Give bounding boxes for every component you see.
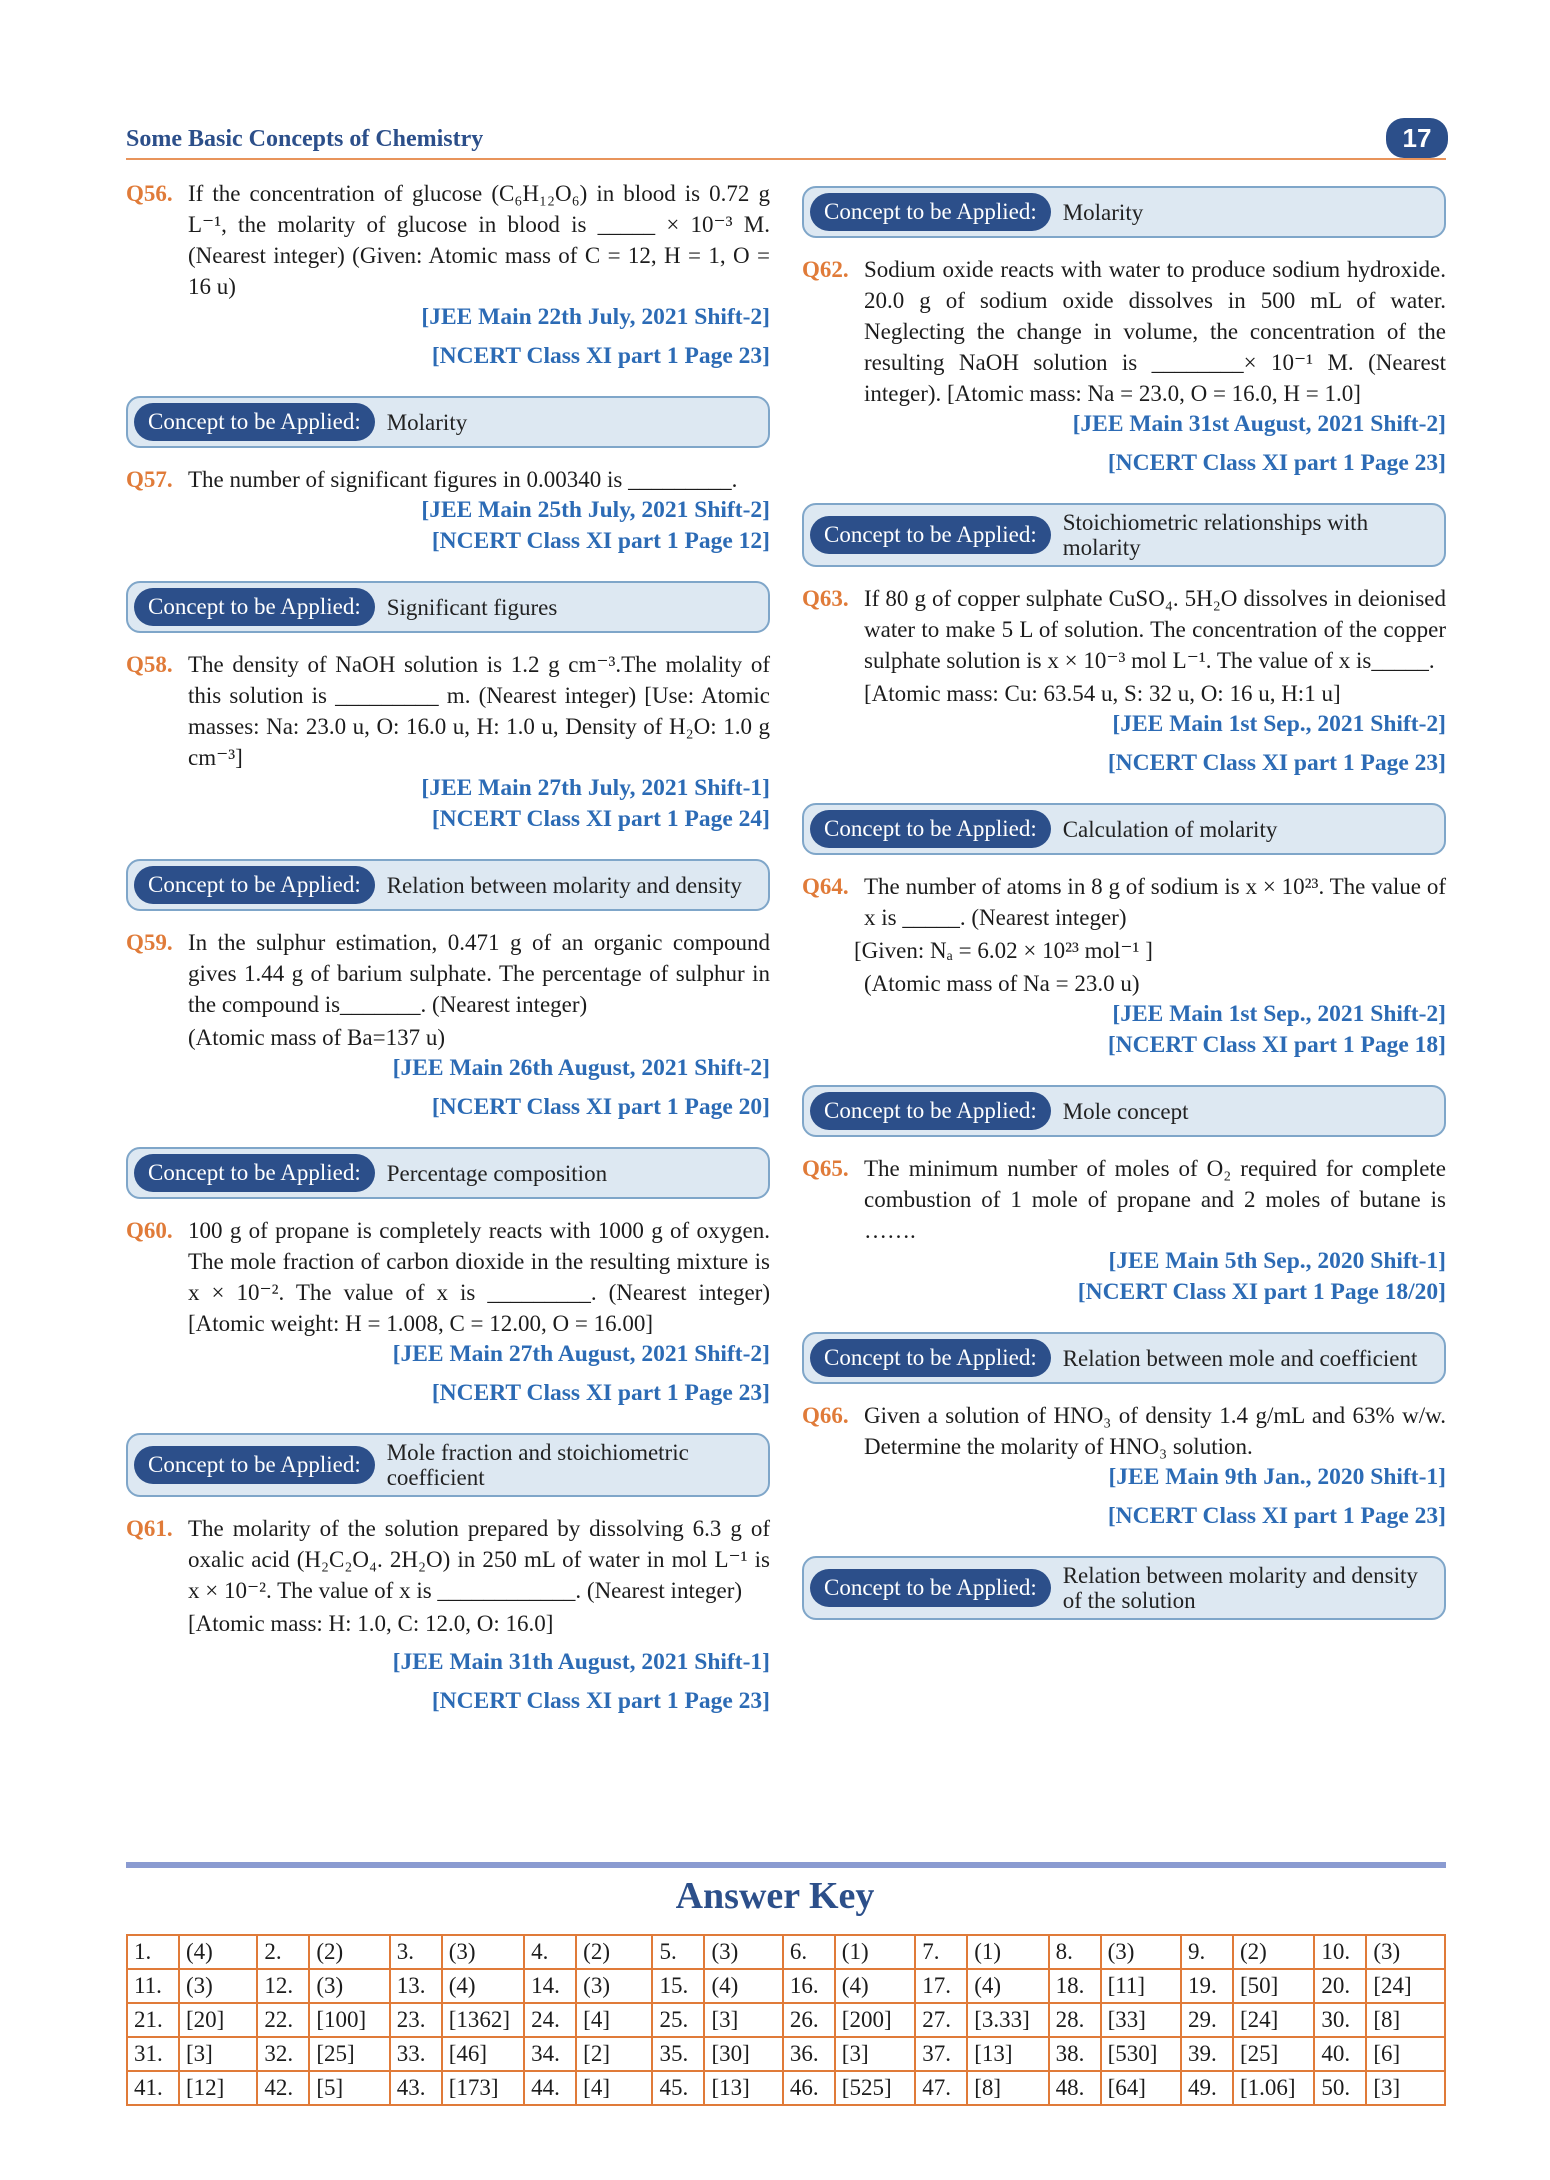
answer-question-number: 16. bbox=[783, 1969, 835, 2003]
answer-question-number: 32. bbox=[257, 2037, 309, 2071]
question-number: Q60. bbox=[126, 1218, 173, 1243]
concept-box bbox=[126, 396, 770, 448]
ncert-reference: [NCERT Class XI part 1 Page 18/20] bbox=[1077, 1279, 1446, 1305]
question-66 bbox=[802, 1400, 1446, 1462]
answer-question-number: 5. bbox=[652, 1935, 704, 1969]
concept-box bbox=[126, 1433, 770, 1497]
question-text: The minimum number of moles of O₂ required for complete combustion of 1 mole of propane and 2 moles of butane is ……. bbox=[864, 1156, 1446, 1243]
ncert-reference: [NCERT Class XI part 1 Page 12] bbox=[431, 528, 770, 554]
answer-question-number: 44. bbox=[524, 2071, 576, 2105]
answer-value: (1) bbox=[967, 1935, 1048, 1969]
question-61 bbox=[126, 1513, 770, 1606]
ncert-reference: [NCERT Class XI part 1 Page 23] bbox=[1107, 1503, 1446, 1529]
answer-question-number: 34. bbox=[524, 2037, 576, 2071]
answer-question-number: 46. bbox=[783, 2071, 835, 2105]
answer-value: [5] bbox=[309, 2071, 389, 2105]
question-text: Given a solution of HNO₃ of density 1.4 g/mL and 63% w/w. Determine the molarity of HNO₃ solution. bbox=[864, 1403, 1446, 1459]
answer-value: [64] bbox=[1101, 2071, 1181, 2105]
concept-label: Concept to be Applied: bbox=[810, 1092, 1051, 1130]
answer-question-number: 3. bbox=[390, 1935, 442, 1969]
right-column bbox=[802, 178, 1446, 1636]
ncert-reference: [NCERT Class XI part 1 Page 23] bbox=[431, 1380, 770, 1406]
answer-question-number: 42. bbox=[257, 2071, 309, 2105]
answer-value: [12] bbox=[179, 2071, 257, 2105]
answer-question-number: 18. bbox=[1049, 1969, 1101, 2003]
answer-question-number: 37. bbox=[915, 2037, 967, 2071]
answer-value: (3) bbox=[179, 1969, 257, 2003]
answer-value: (2) bbox=[309, 1935, 389, 1969]
ncert-reference: [NCERT Class XI part 1 Page 23] bbox=[1107, 450, 1446, 476]
answer-value: [33] bbox=[1101, 2003, 1181, 2037]
answer-question-number: 15. bbox=[652, 1969, 704, 2003]
answer-question-number: 27. bbox=[915, 2003, 967, 2037]
ncert-reference: [NCERT Class XI part 1 Page 23] bbox=[431, 343, 770, 369]
answer-value: [46] bbox=[442, 2037, 524, 2071]
answer-value: [2] bbox=[576, 2037, 652, 2071]
answer-question-number: 45. bbox=[652, 2071, 704, 2105]
concept-box bbox=[126, 1147, 770, 1199]
concept-label: Concept to be Applied: bbox=[810, 810, 1051, 848]
concept-box bbox=[802, 803, 1446, 855]
question-number: Q59. bbox=[126, 930, 173, 955]
answer-value: [30] bbox=[704, 2037, 782, 2071]
answer-question-number: 19. bbox=[1181, 1969, 1233, 2003]
concept-label: Concept to be Applied: bbox=[810, 1339, 1051, 1377]
exam-reference: [JEE Main 31st August, 2021 Shift-2] bbox=[1072, 411, 1446, 437]
answer-question-number: 22. bbox=[257, 2003, 309, 2037]
exam-reference: [JEE Main 22th July, 2021 Shift-2] bbox=[421, 304, 770, 330]
question-number: Q62. bbox=[802, 257, 849, 282]
answer-value: (3) bbox=[1366, 1935, 1445, 1969]
answer-question-number: 39. bbox=[1181, 2037, 1233, 2071]
question-64 bbox=[802, 871, 1446, 933]
answer-question-number: 21. bbox=[127, 2003, 179, 2037]
answer-value: [50] bbox=[1233, 1969, 1314, 2003]
concept-text: Molarity bbox=[1062, 199, 1144, 225]
answer-value: (4) bbox=[704, 1969, 782, 2003]
question-text: If the concentration of glucose (C₆H₁₂O₆) in blood is 0.72 g L⁻¹, the molarity of glucose in blood is _____ × 10⁻³ M. (Nearest integer) (Given: Atomic mass of C = 12, H = 1, O = 16 u) bbox=[188, 181, 770, 299]
concept-label: Concept to be Applied: bbox=[134, 1154, 375, 1192]
answer-value: (3) bbox=[309, 1969, 389, 2003]
concept-label: Concept to be Applied: bbox=[134, 588, 375, 626]
concept-label: Concept to be Applied: bbox=[810, 516, 1051, 554]
concept-text: Mole concept bbox=[1062, 1098, 1189, 1124]
exam-reference: [JEE Main 27th July, 2021 Shift-1] bbox=[421, 775, 770, 801]
answer-value: [11] bbox=[1101, 1969, 1181, 2003]
answer-question-number: 20. bbox=[1314, 1969, 1366, 2003]
concept-text: Stoichiometric relationships with molarity bbox=[1062, 510, 1369, 560]
concept-box bbox=[802, 1332, 1446, 1384]
question-text: The density of NaOH solution is 1.2 g cm⁻³.The molality of this solution is _________ m. (Nearest integer) [Use: Atomic masses: Na: 23.0 u, O: 16.0 u, H: 1.0 u, Density of H₂O: 1.0 g cm⁻³] bbox=[188, 652, 770, 770]
answer-question-number: 49. bbox=[1181, 2071, 1233, 2105]
answer-value: [13] bbox=[967, 2037, 1048, 2071]
left-column bbox=[126, 178, 770, 1717]
question-number: Q58. bbox=[126, 652, 173, 677]
question-note: [Atomic mass: H: 1.0, C: 12.0, O: 16.0] bbox=[188, 1611, 554, 1636]
question-59 bbox=[126, 927, 770, 1020]
question-note: (Atomic mass of Ba=137 u) bbox=[188, 1025, 445, 1050]
answer-question-number: 50. bbox=[1314, 2071, 1366, 2105]
concept-label: Concept to be Applied: bbox=[810, 193, 1051, 231]
answer-value: [24] bbox=[1233, 2003, 1314, 2037]
answer-value: (4) bbox=[442, 1969, 524, 2003]
answer-value: [530] bbox=[1101, 2037, 1181, 2071]
answer-question-number: 47. bbox=[915, 2071, 967, 2105]
concept-text: Mole fraction and stoichiometric coefficient bbox=[386, 1440, 689, 1490]
answer-question-number: 41. bbox=[127, 2071, 179, 2105]
exam-reference: [JEE Main 1st Sep., 2021 Shift-2] bbox=[1112, 711, 1446, 737]
exam-reference: [JEE Main 31th August, 2021 Shift-1] bbox=[392, 1649, 770, 1675]
question-text: Sodium oxide reacts with water to produce sodium hydroxide. 20.0 g of sodium oxide dissolves in 500 mL of water. Neglecting the change in volume, the concentration of the resulting NaOH solution is ________× 10⁻¹ M. (Nearest integer). [Atomic mass: Na = 23.0, O = 16.0, H = 1.0] bbox=[864, 257, 1446, 406]
answer-question-number: 14. bbox=[524, 1969, 576, 2003]
question-text: The number of significant figures in 0.00340 is _________. bbox=[188, 467, 738, 492]
answer-value: [1.06] bbox=[1233, 2071, 1314, 2105]
ncert-reference: [NCERT Class XI part 1 Page 23] bbox=[1107, 750, 1446, 776]
answer-question-number: 1. bbox=[127, 1935, 179, 1969]
question-62 bbox=[802, 254, 1446, 409]
ncert-reference: [NCERT Class XI part 1 Page 23] bbox=[431, 1688, 770, 1714]
question-text: The molarity of the solution prepared by dissolving 6.3 g of oxalic acid (H₂C₂O₄. 2H₂O) in 250 mL of water in mol L⁻¹ is x × 10⁻². The value of x is ____________. (Nearest integer) bbox=[188, 1516, 770, 1603]
concept-box bbox=[802, 503, 1446, 567]
answer-value: (4) bbox=[179, 1935, 257, 1969]
answer-value: (3) bbox=[442, 1935, 524, 1969]
question-note: [Given: Nₐ = 6.02 × 10²³ mol⁻¹ ] bbox=[854, 938, 1153, 963]
answer-value: [6] bbox=[1366, 2037, 1445, 2071]
answer-question-number: 26. bbox=[783, 2003, 835, 2037]
concept-label: Concept to be Applied: bbox=[810, 1569, 1051, 1607]
question-text: 100 g of propane is completely reacts with 1000 g of oxygen. The mole fraction of carbon dioxide in the resulting mixture is x × 10⁻². The value of x is _________. (Nearest integer) [Atomic weight: H = 1.008, C = 12.00, O = 16.00] bbox=[188, 1218, 770, 1336]
exam-reference: [JEE Main 25th July, 2021 Shift-2] bbox=[421, 497, 770, 523]
question-text: In the sulphur estimation, 0.471 g of an organic compound gives 1.44 g of barium sulphate. The percentage of sulphur in the compound is_______. (Nearest integer) bbox=[188, 930, 770, 1017]
concept-box bbox=[126, 581, 770, 633]
ncert-reference: [NCERT Class XI part 1 Page 20] bbox=[431, 1094, 770, 1120]
question-text: If 80 g of copper sulphate CuSO₄. 5H₂O dissolves in deionised water to make 5 L of solution. The concentration of the copper sulphate solution is x × 10⁻³ mol L⁻¹. The value of x is_____. bbox=[864, 586, 1446, 673]
answer-value: [173] bbox=[442, 2071, 524, 2105]
answer-question-number: 30. bbox=[1314, 2003, 1366, 2037]
answer-question-number: 38. bbox=[1049, 2037, 1101, 2071]
question-number: Q64. bbox=[802, 874, 849, 899]
concept-text: Significant figures bbox=[386, 594, 558, 620]
answer-key-title: Answer Key bbox=[675, 1875, 875, 1917]
page-header-title: Some Basic Concepts of Chemistry bbox=[126, 126, 484, 152]
answer-value: [13] bbox=[704, 2071, 782, 2105]
answer-question-number: 24. bbox=[524, 2003, 576, 2037]
concept-text: Relation between molarity and density bbox=[386, 872, 742, 898]
answer-question-number: 36. bbox=[783, 2037, 835, 2071]
answer-value: [25] bbox=[1233, 2037, 1314, 2071]
answer-question-number: 33. bbox=[390, 2037, 442, 2071]
answer-value: [4] bbox=[576, 2071, 652, 2105]
concept-text: Molarity bbox=[386, 409, 468, 435]
concept-label: Concept to be Applied: bbox=[134, 403, 375, 441]
answer-question-number: 43. bbox=[390, 2071, 442, 2105]
exam-reference: [JEE Main 1st Sep., 2021 Shift-2] bbox=[1112, 1001, 1446, 1027]
ncert-reference: [NCERT Class XI part 1 Page 18] bbox=[1107, 1032, 1446, 1058]
answer-question-number: 29. bbox=[1181, 2003, 1233, 2037]
answer-value: [3] bbox=[179, 2037, 257, 2071]
answer-value: (4) bbox=[835, 1969, 915, 2003]
answer-value: [4] bbox=[576, 2003, 652, 2037]
question-57 bbox=[126, 464, 770, 495]
answer-value: (3) bbox=[576, 1969, 652, 2003]
answer-question-number: 8. bbox=[1049, 1935, 1101, 1969]
answer-value: (2) bbox=[576, 1935, 652, 1969]
answer-question-number: 35. bbox=[652, 2037, 704, 2071]
answer-value: [3] bbox=[835, 2037, 915, 2071]
concept-box bbox=[802, 186, 1446, 238]
question-note: (Atomic mass of Na = 23.0 u) bbox=[864, 971, 1140, 996]
answer-question-number: 17. bbox=[915, 1969, 967, 2003]
answer-value: [24] bbox=[1366, 1969, 1445, 2003]
page-number-badge: 17 bbox=[1386, 118, 1448, 158]
question-number: Q65. bbox=[802, 1156, 849, 1181]
answer-value: (1) bbox=[835, 1935, 915, 1969]
answer-question-number: 28. bbox=[1049, 2003, 1101, 2037]
answer-question-number: 13. bbox=[390, 1969, 442, 2003]
answer-value: [525] bbox=[835, 2071, 915, 2105]
question-note: [Atomic mass: Cu: 63.54 u, S: 32 u, O: 16 u, H:1 u] bbox=[864, 681, 1341, 706]
concept-label: Concept to be Applied: bbox=[134, 1446, 375, 1484]
answer-question-number: 31. bbox=[127, 2037, 179, 2071]
answer-question-number: 2. bbox=[257, 1935, 309, 1969]
answer-key-divider bbox=[126, 1862, 1446, 1868]
answer-question-number: 12. bbox=[257, 1969, 309, 2003]
concept-box bbox=[126, 859, 770, 911]
exam-reference: [JEE Main 5th Sep., 2020 Shift-1] bbox=[1108, 1248, 1446, 1274]
answer-value: [3] bbox=[704, 2003, 782, 2037]
answer-question-number: 40. bbox=[1314, 2037, 1366, 2071]
answer-question-number: 48. bbox=[1049, 2071, 1101, 2105]
answer-key-row bbox=[127, 2071, 1445, 2105]
answer-value: [20] bbox=[179, 2003, 257, 2037]
question-number: Q57. bbox=[126, 467, 173, 492]
answer-question-number: 6. bbox=[783, 1935, 835, 1969]
answer-value: [1362] bbox=[442, 2003, 524, 2037]
concept-text: Relation between mole and coefficient bbox=[1062, 1345, 1418, 1371]
answer-question-number: 23. bbox=[390, 2003, 442, 2037]
answer-value: (3) bbox=[704, 1935, 782, 1969]
question-56 bbox=[126, 178, 770, 302]
answer-question-number: 7. bbox=[915, 1935, 967, 1969]
answer-value: [3.33] bbox=[967, 2003, 1048, 2037]
answer-value: (4) bbox=[967, 1969, 1048, 2003]
question-60 bbox=[126, 1215, 770, 1339]
answer-key-row bbox=[127, 2037, 1445, 2071]
concept-box bbox=[802, 1085, 1446, 1137]
concept-text: Calculation of molarity bbox=[1062, 816, 1278, 842]
answer-value: [8] bbox=[1366, 2003, 1445, 2037]
question-65 bbox=[802, 1153, 1446, 1246]
answer-value: [200] bbox=[835, 2003, 915, 2037]
answer-value: [8] bbox=[967, 2071, 1048, 2105]
answer-key-table bbox=[126, 1934, 1446, 2106]
header-divider bbox=[126, 158, 1446, 160]
concept-text: Relation between molarity and density of the solution bbox=[1062, 1563, 1418, 1613]
answer-question-number: 11. bbox=[127, 1969, 179, 2003]
answer-value: [3] bbox=[1366, 2071, 1445, 2105]
answer-question-number: 9. bbox=[1181, 1935, 1233, 1969]
answer-key-row bbox=[127, 2003, 1445, 2037]
answer-value: [100] bbox=[309, 2003, 389, 2037]
answer-question-number: 10. bbox=[1314, 1935, 1366, 1969]
answer-question-number: 4. bbox=[524, 1935, 576, 1969]
question-text: The number of atoms in 8 g of sodium is x × 10²³. The value of x is _____. (Nearest integer) bbox=[864, 874, 1446, 930]
answer-question-number: 25. bbox=[652, 2003, 704, 2037]
question-number: Q61. bbox=[126, 1516, 173, 1541]
concept-text: Percentage composition bbox=[386, 1160, 608, 1186]
question-58 bbox=[126, 649, 770, 773]
question-63 bbox=[802, 583, 1446, 676]
answer-key-row bbox=[127, 1969, 1445, 2003]
ncert-reference: [NCERT Class XI part 1 Page 24] bbox=[431, 806, 770, 832]
exam-reference: [JEE Main 27th August, 2021 Shift-2] bbox=[392, 1341, 770, 1367]
concept-box bbox=[802, 1556, 1446, 1620]
question-number: Q56. bbox=[126, 181, 173, 206]
exam-reference: [JEE Main 26th August, 2021 Shift-2] bbox=[392, 1055, 770, 1081]
question-number: Q66. bbox=[802, 1403, 849, 1428]
answer-value: (3) bbox=[1101, 1935, 1181, 1969]
answer-key-row bbox=[127, 1935, 1445, 1969]
answer-value: [25] bbox=[309, 2037, 389, 2071]
concept-label: Concept to be Applied: bbox=[134, 866, 375, 904]
exam-reference: [JEE Main 9th Jan., 2020 Shift-1] bbox=[1108, 1464, 1446, 1490]
question-number: Q63. bbox=[802, 586, 849, 611]
answer-value: (2) bbox=[1233, 1935, 1314, 1969]
